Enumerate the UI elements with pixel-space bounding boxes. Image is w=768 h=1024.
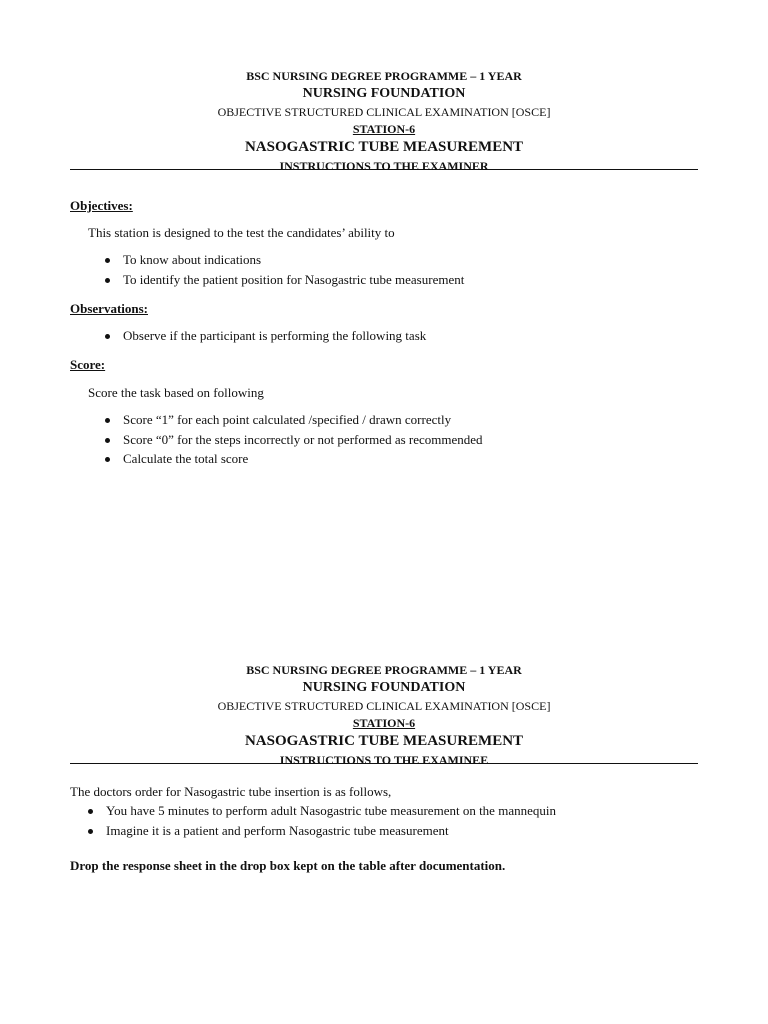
instructions-heading: INSTRUCTIONS TO THE EXAMINEE	[279, 753, 489, 767]
exam-title: OBJECTIVE STRUCTURED CLINICAL EXAMINATION [OSCE]	[217, 105, 551, 119]
list-item: Score “1” for each point calculated /specified / drawn correctly	[105, 410, 483, 430]
list-item: To know about indications	[105, 250, 464, 270]
examinee-list	[88, 801, 556, 840]
course-title: NURSING FOUNDATION	[302, 680, 466, 695]
list-item: Imagine it is a patient and perform Nasogastric tube measurement	[88, 821, 556, 841]
station-title: NASOGASTRIC TUBE MEASUREMENT	[244, 139, 524, 155]
list-item: Score “0” for the steps incorrectly or not performed as recommended	[105, 430, 483, 450]
observations-heading: Observations:	[70, 301, 148, 316]
list-item: Calculate the total score	[105, 449, 483, 469]
programme-title: BSC NURSING DEGREE PROGRAMME – 1 YEAR	[246, 663, 522, 677]
header-divider	[70, 169, 698, 170]
closing-instruction: Drop the response sheet in the drop box kept on the table after documentation.	[70, 858, 506, 873]
station-title: NASOGASTRIC TUBE MEASUREMENT	[244, 733, 524, 749]
station-label: STATION-6	[352, 716, 416, 730]
examinee-header	[70, 664, 698, 766]
score-heading: Score:	[70, 357, 106, 372]
course-title: NURSING FOUNDATION	[302, 86, 466, 101]
objectives-intro: This station is designed to the test the candidates’ ability to	[88, 225, 395, 240]
score-intro: Score the task based on following	[88, 385, 264, 400]
observations-list	[105, 326, 426, 346]
list-item: You have 5 minutes to perform adult Nasogastric tube measurement on the mannequin	[88, 801, 556, 821]
exam-title: OBJECTIVE STRUCTURED CLINICAL EXAMINATION [OSCE]	[217, 699, 551, 713]
list-item: Observe if the participant is performing the following task	[105, 326, 426, 346]
list-item: To identify the patient position for Nasogastric tube measurement	[105, 270, 464, 290]
objectives-heading: Objectives:	[70, 198, 133, 213]
programme-title: BSC NURSING DEGREE PROGRAMME – 1 YEAR	[246, 69, 522, 83]
examinee-intro: The doctors order for Nasogastric tube insertion is as follows,	[70, 784, 392, 799]
examiner-header	[70, 70, 698, 172]
header-divider	[70, 763, 698, 764]
instructions-heading: INSTRUCTIONS TO THE EXAMINER	[279, 159, 489, 173]
objectives-list	[105, 250, 464, 289]
station-label: STATION-6	[352, 122, 416, 136]
score-list	[105, 410, 483, 469]
